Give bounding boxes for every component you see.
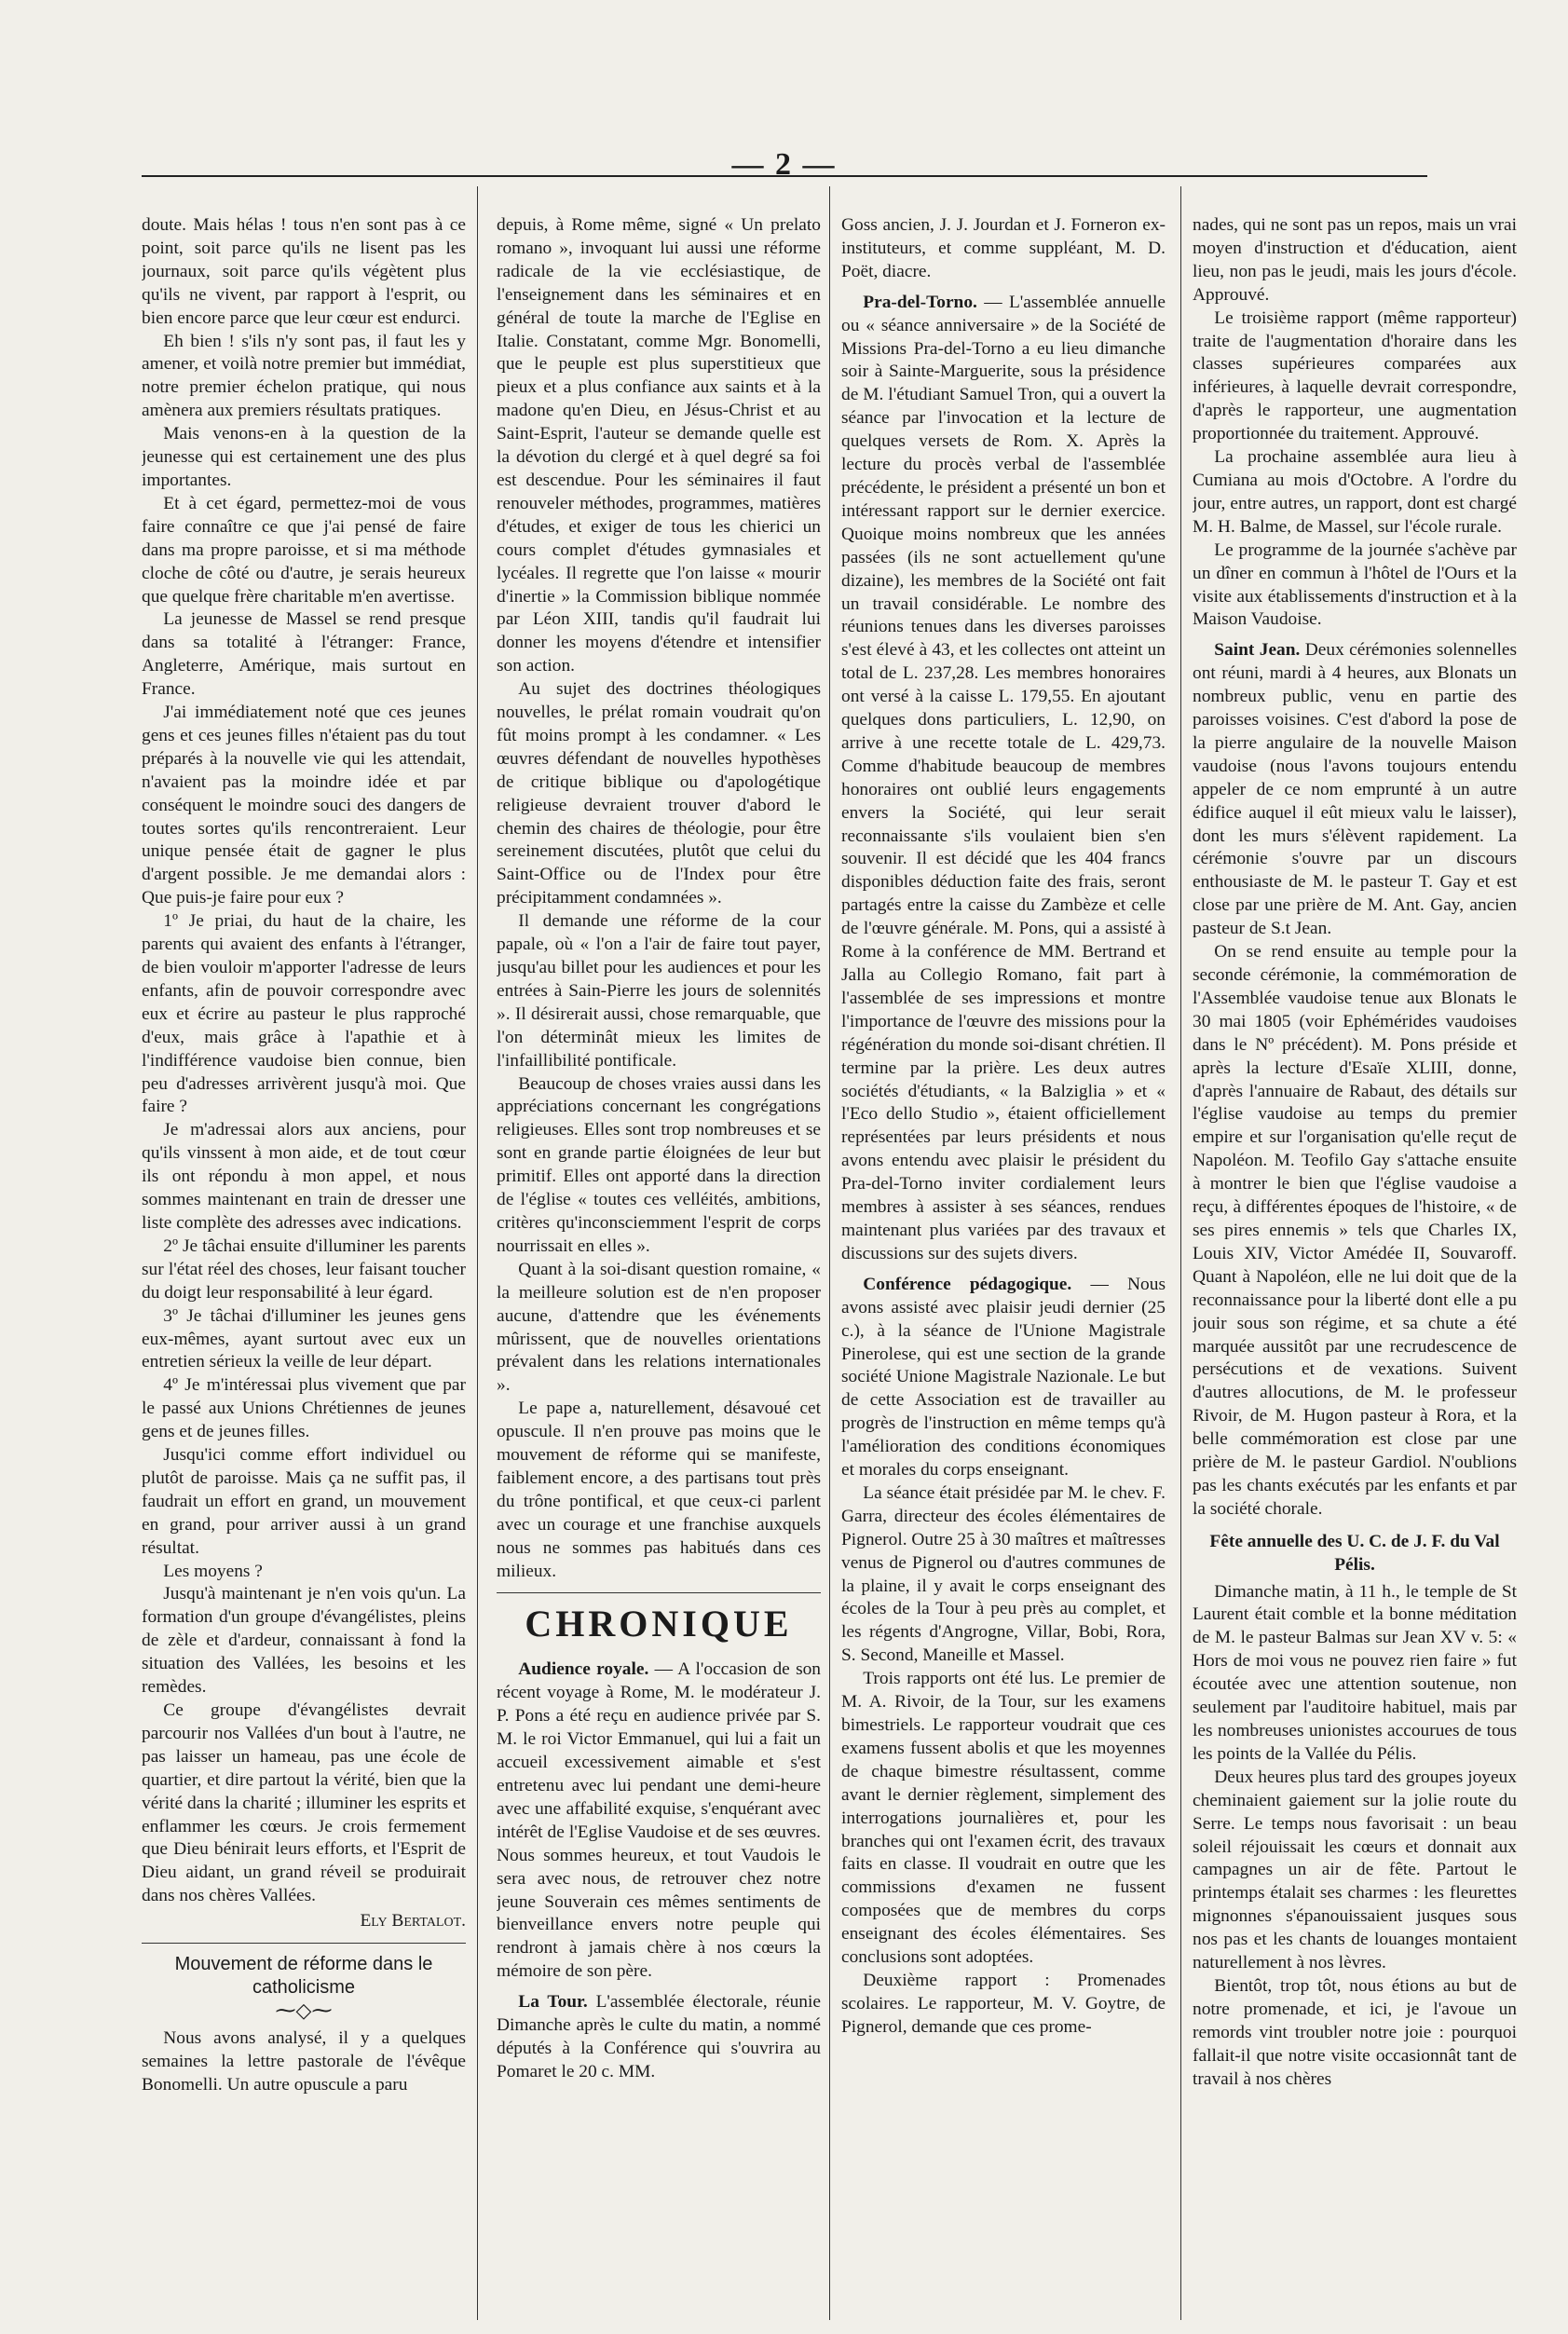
ornament-icon: ⁓◇⁓: [275, 1998, 333, 2022]
column-divider: [477, 186, 478, 2320]
article-heading: Pra-del-Torno.: [863, 292, 977, 312]
article-heading: Fête annuelle des U. C. de J. F. du Val Pélis.: [1209, 1531, 1500, 1575]
paragraph: depuis, à Rome même, signé « Un prelato romano », invoquant lui aussi une réforme radicale de la vie ecclésiastique, de l'enseignement dans les séminaires et en général de toute la marche de l'Eglise en Italie. Constatant, comme Mgr. Bonomelli, que le peuple est plus superstitieux que pieux et a plus confiance aux saints et à la madone qu'en Dieu, en Jésus-Christ et au Saint-Esprit, l'auteur se demande quelle est la dévotion du clergé et à quel degré sa foi est descendue. Pour les séminaires il faut renouveler méthodes, programmes, matières d'études, et exiger de tous les chierici un cours complet d'études gymnasiales et lycéales. Il regrette que l'on laisse « mourir d'inertie » la Commission biblique nommée par Léon XIII, tandis qu'il faudrait lui donner les moyens d'étendre et intensifier son action.: [497, 215, 821, 676]
paragraph: nades, qui ne sont pas un repos, mais un vrai moyen d'instruction et d'éducation, aient lieu, non pas le jeudi, mais les jours d'école. Approuvé.: [1193, 215, 1517, 305]
article-text: — Nous avons assisté avec plaisir jeudi dernier (25 c.), à la séance de l'Unione Magistrale Pinerolese, qui est une section de la grande société Unione Magistrale Nazionale. Le but de cette Association est de travailler au progrès de l'instruction en même temps qu'à l'amélioration des conditions économiques et morales du corps enseignant.: [841, 1274, 1166, 1481]
column-1: [142, 214, 466, 2320]
paragraph: La jeunesse de Massel se rend presque dans sa totalité à l'étranger: France, Angleterre, Amérique, mais surtout en France.: [142, 609, 466, 700]
paragraph: Deux heures plus tard des groupes joyeux cheminaient gaiement sur la jolie route du Serre. Le temps nous favorisait : un beau soleil réjouissait les cœurs et donnait aux campagnes un air de fête. Partout le printemps étalait ses charmes : les fleurettes mignonnes s'épanouissaient jusques sous nos pas et les chants de louanges montaient naturellement à nos lèvres.: [1193, 1767, 1517, 1973]
section-title: Mouvement de réforme dans le catholicisme: [174, 1954, 433, 1998]
paragraph: On se rend ensuite au temple pour la seconde cérémonie, la commémoration de l'Assemblée vaudoise tenue aux Blonats le 30 mai 1805 (voir Ephémérides vaudoises dans le Nº précédent). M. Pons préside et après la lecture d'Esaïe XLIII, donne, d'après l'annuaire de Rabaut, des détails sur l'église vaudoise au temps du premier empire et sur l'organisation qu'elle reçut de Napoléon. M. Teofilo Gay s'attache ensuite à montrer le bien que l'église vaudoise a reçu, à différentes époques de l'histoire, « de ses pires ennemis » tels que Charles IX, Louis XIV, Victor Amédée II, Souvaroff. Quant à Napoléon, elle ne lui doit que de la reconnaissance pour la liberté dont elle a pu jouir sous son régime, et sa chute a été marquée aussitôt par une recrudescence de persécutions et de vexations. Suivent d'autres allocutions, de M. le professeur Rivoir, de M. Hugon pasteur à Rora, et la belle commémoration est close par une prière de M. le pasteur Gardiol. N'oublions pas les chants exécutés par les enfants et par la société chorale.: [1193, 942, 1517, 1519]
author-signature: Ely Bertalot.: [360, 1911, 466, 1931]
paragraph: Trois rapports ont été lus. Le premier de M. A. Rivoir, de la Tour, sur les examens bimestriels. Le rapporteur voudrait que ces examens fussent abolis et que les moyennes de chaque bimestre résultassent, comme avant le dernier règlement, simplement des interrogations journalières et, pour les branches qui ont l'examen écrit, des travaux faits en classe. Il voudrait en outre que les commissions d'examen ne fussent composées que de membres du corps enseignant des écoles élémentaires. Ses conclusions sont adoptées.: [841, 1669, 1166, 1968]
paragraph: Je m'adressai alors aux anciens, pour qu'ils vinssent à mon aide, et de tout cœur ils ont répondu à mon appel, et nous sommes maintenant en train de dresser une liste complète des adresses avec indications.: [142, 1120, 466, 1233]
paragraph: Les moyens ?: [163, 1561, 263, 1581]
article-heading: Audience royale.: [518, 1659, 649, 1680]
article-text: Deux cérémonies solennelles ont réuni, mardi à 4 heures, aux Blonats un nombreux public, venu en partie des paroisses voisines. C'est d'abord la pose de la pierre angulaire de la nouvelle Maison vaudoise (nous l'avons toujours entendu appeler de ce nom emprunté à un autre édifice auquel il eût mieux valu le laisser), dont les murs s'élèvent rapidement. La cérémonie s'ouvre par un discours enthousiaste de M. le pasteur T. Gay et est close par une prière de M. Ant. Gay, ancien pasteur de S.t Jean.: [1193, 640, 1517, 939]
paragraph: Le pape a, naturellement, désavoué cet opuscule. Il n'en prouve pas moins que le mouvement de réforme qui se manifeste, faiblement encore, a des partisans tout près du trône pontifical, et que ceux-ci parlent avec un courage et une franchise auxquels nous ne sommes pas habitués dans ces milieux.: [497, 1399, 821, 1581]
paragraph: La prochaine assemblée aura lieu à Cumiana au mois d'Octobre. A l'ordre du jour, entre autres, un rapport, dont est chargé M. H. Balme, de Massel, sur l'école rurale.: [1193, 447, 1517, 537]
header-rule: [142, 175, 1427, 177]
paragraph: Le troisième rapport (même rapporteur) traite de l'augmentation d'horaire dans les classes supérieures comparées aux inférieures, à laquelle devrait correspondre, d'après le rapporteur, une augmentation proportionnée du traitement. Approuvé.: [1193, 307, 1517, 444]
paragraph: Le programme de la journée s'achève par un dîner en commun à l'hôtel de l'Ours et la visite aux établissements d'instruction et à la Maison Vaudoise.: [1193, 539, 1517, 630]
paragraph: Deuxième rapport : Promenades scolaires. Le rapporteur, M. V. Goytre, de Pignerol, demande que ces prome-: [841, 1970, 1166, 2037]
paragraph: Eh bien ! s'ils n'y sont pas, il faut les y amener, et voilà notre premier but immédiat, notre premier échelon pratique, qui nous amènera aux premiers résultats pratiques.: [142, 331, 466, 421]
column-4: [1193, 214, 1517, 2320]
paragraph: Bientôt, trop tôt, nous étions au but de notre promenade, et ici, je l'avoue un remords vint troubler notre joie : pourquoi fallait-il que notre visite occasionnât tant de travail à nos chères: [1193, 1975, 1517, 2089]
article-conference: [841, 1274, 1166, 1482]
column-3: [841, 214, 1166, 2320]
article-heading: Conférence pédagogique.: [863, 1274, 1072, 1294]
paragraph: La séance était présidée par M. le chev. F. Garra, directeur des écoles élémentaires de Pignerol. Outre 25 à 30 maîtres et maîtresses venus de Pignerol ou d'autres communes de la plaine, il y avait le corps enseignant des écoles de la Tour à peu près au complet, et les régents d'Angrogne, Villar, Bobi, Rora, S. Second, Maneille et Massel.: [841, 1482, 1166, 1666]
paragraph: Beaucoup de choses vraies aussi dans les appréciations concernant les congrégations religieuses. Elles sont trop nombreuses et se sont en grande partie éloignées de leur but primitif. Elles ont apporté dans la direction de l'église « toutes ces velléités, ambitions, critères qu'inconsciemment l'esprit de corps nourrissait en elles ».: [497, 1073, 821, 1256]
paragraph: 2º Je tâchai ensuite d'illuminer les parents sur l'état réel des choses, leur faisant toucher du doigt leur responsabilité à leur égard.: [142, 1235, 466, 1303]
column-2: [497, 214, 821, 2320]
paragraph: Quant à la soi-disant question romaine, « la meilleure solution est de n'en proposer aucune, d'attendre que les événements mûrissent, que de nouvelles orientations prévalent dans les relations internationales ».: [497, 1259, 821, 1396]
paragraph: 1º Je priai, du haut de la chaire, les parents qui avaient des enfants à l'étranger, de bien vouloir m'apporter l'adresse de leurs enfants, afin de pouvoir correspondre avec eux et écrire au pasteur le plus rapproché d'eux, mais grâce à l'apathie et à l'indifférence vaudoise bien connue, bien peu d'adresses arrivèrent jusqu'à moi. Que faire ?: [142, 911, 466, 1117]
paragraph: J'ai immédiatement noté que ces jeunes gens et ces jeunes filles n'étaient pas du tout préparés à la nouvelle vie qui les attendait, n'avaient pas la moindre idée et par conséquent le moindre souci des dangers de toutes sortes qu'ils rencontreraient. Leur unique pensée était de gagner le plus d'argent possible. Je me demandai alors : Que puis-je faire pour eux ?: [142, 703, 466, 908]
paragraph: Nous avons analysé, il y a quelques semaines la lettre pastorale de l'évêque Bonomelli. Un autre opuscule a paru: [142, 2027, 466, 2095]
paragraph: Jusqu'ici comme effort individuel ou plutôt de paroisse. Mais ça ne suffit pas, il faudrait un effort en grand, un mouvement en grand, pour arriver aussi à un grand résultat.: [142, 1445, 466, 1558]
paragraph: doute. Mais hélas ! tous n'en sont pas à ce point, soit parce qu'ils ne lisent pas les journaux, soit parce qu'ils végètent plus qu'ils ne vivent, par rapport à l'esprit, ou bien encore parce que leur cœur est endurci.: [142, 215, 466, 328]
article-audience: [497, 1658, 821, 1984]
article-latour: [497, 1991, 821, 2084]
paragraph: Dimanche matin, à 11 h., le temple de St Laurent était comble et la bonne méditation de M. le pasteur Balmas sur Jean XV v. 5: « Hors de moi vous ne pouvez rien faire » fut écoutée avec une attention soutenue, non seulement par l'auditoire habituel, mais par les nombreuses unionistes accourues de tous les points de la Vallée du Pélis.: [1193, 1581, 1517, 1764]
paragraph: Ce groupe d'évangélistes devrait parcourir nos Vallées d'un bout à l'autre, ne pas laisser un hameau, pas une école de quartier, et dire partout la vérité, bien que la vérité dans la charité ; illuminer les esprits et enflammer les cœurs. Je crois fermement que Dieu bénirait leurs efforts, et l'Esprit de Dieu aidant, un grand réveil se produirait dans nos chères Vallées.: [142, 1700, 466, 1906]
section-rule: [497, 1592, 821, 1593]
paragraph: 3º Je tâchai d'illuminer les jeunes gens eux-mêmes, ayant surtout avec eux un entretien sérieux la veille de leur départ.: [142, 1305, 466, 1372]
paragraph: Et à cet égard, permettez-moi de vous faire connaître ce que j'ai pensé de faire dans ma propre paroisse, et si ma méthode cloche de côté ou d'autre, je serais heureux que quelque frère charitable m'en avertisse.: [142, 493, 466, 607]
paragraph: Goss ancien, J. J. Jourdan et J. Forneron ex-instituteurs, et comme suppléant, M. D. Poët, diacre.: [841, 215, 1166, 281]
column-divider: [829, 186, 830, 2320]
article-pradeltorno: [841, 292, 1166, 1266]
article-text: — A l'occasion de son récent voyage à Rome, M. le modérateur J. P. Pons a été reçu en audience privée par S. M. le roi Victor Emmanuel, qui lui a fait un accueil excessivement aimable et s'est entretenu avec lui pendant une demi-heure avec une affabilité exquise, s'enquérant avec intérêt de l'Eglise Vaudoise et de ses œuvres. Nous sommes heureux, et tout Vaudois le sera avec nous, de retrouver chez notre jeune Souverain ces mêmes sentiments de bienveillance envers notre peuple qui rendront à jamais chère à nos cœurs la mémoire de son père.: [497, 1659, 821, 1982]
chronique-title: CHRONIQUE: [525, 1603, 793, 1645]
article-text: L'assemblée électorale, réunie Dimanche après le culte du matin, a nommé députés à la Conférence qui s'ouvrira au Pomaret le 20 c. MM.: [497, 1992, 821, 2081]
column-divider: [1180, 186, 1181, 2320]
paragraph: Il demande une réforme de la cour papale, où « l'on a l'air de faire tout payer, jusqu'au billet pour les audiences et pour les entrées à Sain-Pierre les jours de solennités ». Il désirerait aussi, chose remarquable, que l'on déterminât mieux les limites de l'infaillibilité pontificale.: [497, 911, 821, 1071]
page-number: — 2 —: [731, 147, 837, 182]
article-saintjean: [1193, 639, 1517, 941]
paragraph: Jusqu'à maintenant je n'en vois qu'un. La formation d'un groupe d'évangélistes, pleins de zèle et d'ardeur, connaissant à fond la situation des Vallées, les besoins et les remèdes.: [142, 1584, 466, 1698]
article-heading: La Tour.: [518, 1992, 588, 2013]
article-heading: Saint Jean.: [1214, 640, 1301, 661]
article-text: — L'assemblée annuelle ou « séance anniversaire » de la Société de Missions Pra-del-Torno a eu lieu dimanche soir à Sainte-Marguerite, sous la présidence de M. l'étudiant Samuel Tron, qui a ouvert la séance par l'invocation et la lecture de quelques versets de Rom. X. Après la lecture du procès verbal de l'assemblée précédente, le président a présenté un bon et intéressant rapport sur le dernier exercice. Quoique moins nombreux que les années passées (ils ne sont actuellement qu'une dizaine), les membres de la Société ont fait un travail considérable. Le nombre des réunions tenues dans les diverses paroisses s'est élevé à 43, et les collectes ont atteint un total de L. 237,28. Les membres honoraires ont versé à la caisse L. 179,55. En ajoutant quelques dons particuliers, L. 12,90, on arrive à une recette totale de L. 429,73. Comme d'habitude beaucoup de membres honoraires ont oublié leurs engagements envers la Société, qui leur serait reconnaissante s'ils voulaient bien s'en souvenir. Il est décidé que les 404 francs disponibles déduction faite des frais, seront partagés entre la caisse du Zambèze et celle de l'œuvre générale. M. Pons, qui a assisté à Rome à la conférence de MM. Bertrand et Jalla au Collegio Romano, fait part à l'assemblée de ses impressions et montre l'importance de l'œuvre des missions pour la régénération du monde soi-disant chrétien. Il termine par la prière. Les deux autres sociétés d'étudiants, « la Balziglia » et « l'Eco dello Studio », étaient officiellement représentées par leurs présidents et nous avons entendu avec plaisir le président du Pra-del-Torno inviter cordialement leurs membres à assister à ses séances, rendues maintenant plus variées par des travaux et discussions sur des sujets divers.: [841, 292, 1166, 1263]
paragraph: Mais venons-en à la question de la jeunesse qui est certainement une des plus importantes.: [142, 424, 466, 490]
paragraph: 4º Je m'intéressai plus vivement que par le passé aux Unions Chrétiennes de jeunes gens et de jeunes filles.: [142, 1375, 466, 1442]
section-rule: [142, 1943, 466, 1944]
paragraph: Au sujet des doctrines théologiques nouvelles, le prélat romain voudrait qu'on fût moins prompt à les condamner. « Les œuvres défendant de nouvelles hypothèses de critique biblique ou d'apologétique religieuse devraient trouver d'abord le chemin des chaires de théologie, pour être sereinement discutées, plutôt que celui du Saint-Office ou de l'Index pour être précipitamment condamnées ».: [497, 679, 821, 908]
